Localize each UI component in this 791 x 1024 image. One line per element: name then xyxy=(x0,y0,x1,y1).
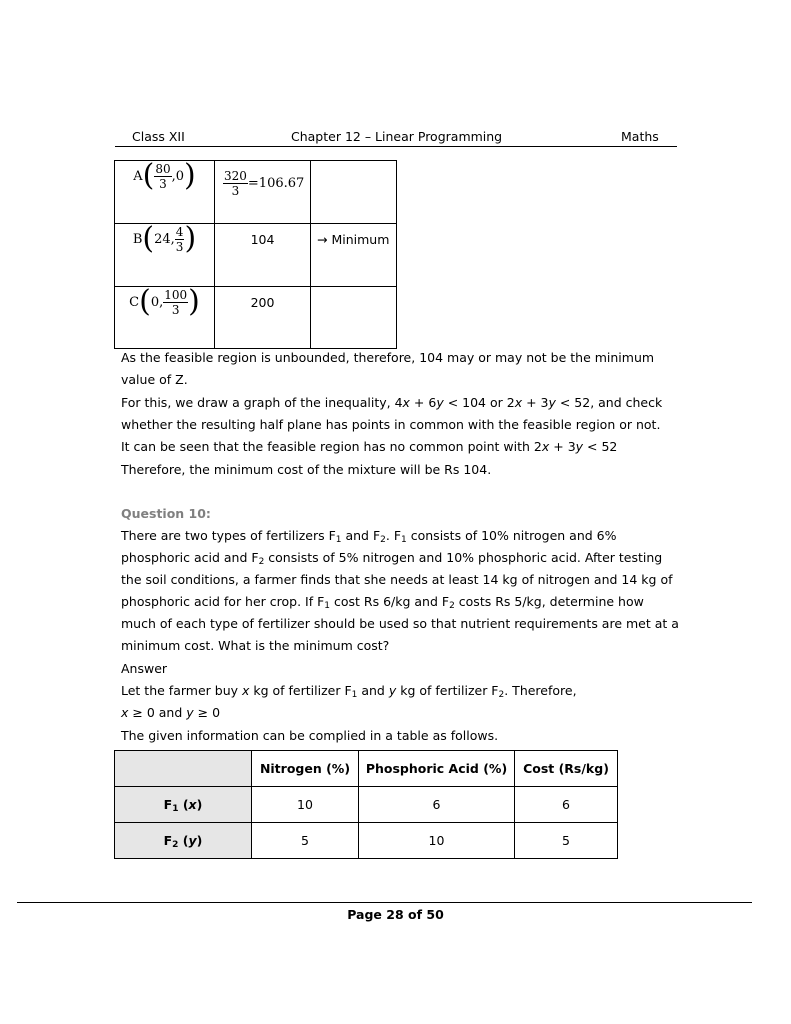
row-label: $F_1$ (x) xyxy=(115,787,252,823)
header-rule xyxy=(115,146,677,147)
fertilizer-table xyxy=(114,750,618,859)
question-line: minimum cost. What is the minimum cost? xyxy=(121,638,390,653)
answer-line: The given information can be complied in a table as follows. xyxy=(121,728,499,743)
table-row xyxy=(115,287,397,349)
paragraph-line: Therefore, the minimum cost of the mixture will be Rs 104. xyxy=(121,462,492,477)
question-line: phosphoric acid for her crop. If $F_1$ cost Rs 6/kg and $F_2$ costs Rs 5/kg, determine how xyxy=(121,594,644,611)
corner-point-table xyxy=(114,160,397,349)
header-cell xyxy=(115,751,252,787)
header-subject: Maths xyxy=(621,129,659,144)
table-cell: 5 xyxy=(252,823,359,859)
paragraph-line: whether the resulting half plane has points in common with the feasible region or not. xyxy=(121,417,661,432)
table-cell: 10 xyxy=(359,823,515,859)
row-label: $F_2$ (y) xyxy=(115,823,252,859)
paragraph-line: As the feasible region is unbounded, therefore, 104 may or may not be the minimum xyxy=(121,350,655,365)
footer-rule xyxy=(17,902,752,903)
paragraph-line: For this, we draw a graph of the inequality, 4x + 6y < 104 or 2x + 3y < 52, and check xyxy=(121,395,663,410)
note-cell: → Minimum xyxy=(311,224,397,287)
value-cell: $\frac{320}{3}$ =106.67 xyxy=(215,161,311,224)
value-cell: 200 xyxy=(215,287,311,349)
table-row xyxy=(115,823,618,859)
corner-point-cell: A ( $\frac{80}{3}$ ,0 ) xyxy=(115,161,215,224)
table-cell: 5 xyxy=(515,823,618,859)
table-row xyxy=(115,224,397,287)
note-cell xyxy=(311,161,397,224)
header-chapter: Chapter 12 – Linear Programming xyxy=(291,129,503,144)
paragraph-line: It can be seen that the feasible region has no common point with 2x + 3y < 52 xyxy=(121,439,618,454)
header-cell: Nitrogen (%) xyxy=(252,751,359,787)
table-cell: 6 xyxy=(515,787,618,823)
note-cell xyxy=(311,287,397,349)
table-row xyxy=(115,787,618,823)
value-cell: 104 xyxy=(215,224,311,287)
table-header-row xyxy=(115,751,618,787)
header-cell: Cost (Rs/kg) xyxy=(515,751,618,787)
answer-label: Answer xyxy=(121,661,168,676)
question-line: phosphoric acid and $F_2$ consists of 5% nitrogen and 10% phosphoric acid. After testing xyxy=(121,550,663,567)
header-cell: Phosphoric Acid (%) xyxy=(359,751,515,787)
corner-point-cell: B ( 24, $\frac{4}{3}$ ) xyxy=(115,224,215,287)
question-line: much of each type of fertilizer should be used so that nutrient requirements are met at a xyxy=(121,616,679,631)
question-line: There are two types of fertilizers $F_1$ and $F_2$. $F_1$ consists of 10% nitrogen and 6% xyxy=(121,528,617,545)
page-number: Page 28 of 50 xyxy=(347,907,444,922)
question-heading: Question 10: xyxy=(121,506,211,521)
answer-line: x ≥ 0 and y ≥ 0 xyxy=(121,705,221,720)
header-class: Class XII xyxy=(132,129,185,144)
table-cell: 6 xyxy=(359,787,515,823)
corner-point-cell: C ( 0, $\frac{100}{3}$ ) xyxy=(115,287,215,349)
table-cell: 10 xyxy=(252,787,359,823)
question-line: the soil conditions, a farmer finds that she needs at least 14 kg of nitrogen and 14 kg of xyxy=(121,572,673,587)
table-row xyxy=(115,161,397,224)
paragraph-line: value of Z. xyxy=(121,372,188,387)
answer-line: Let the farmer buy x kg of fertilizer $F_1$ and y kg of fertilizer $F_2$. Therefore, xyxy=(121,683,577,700)
